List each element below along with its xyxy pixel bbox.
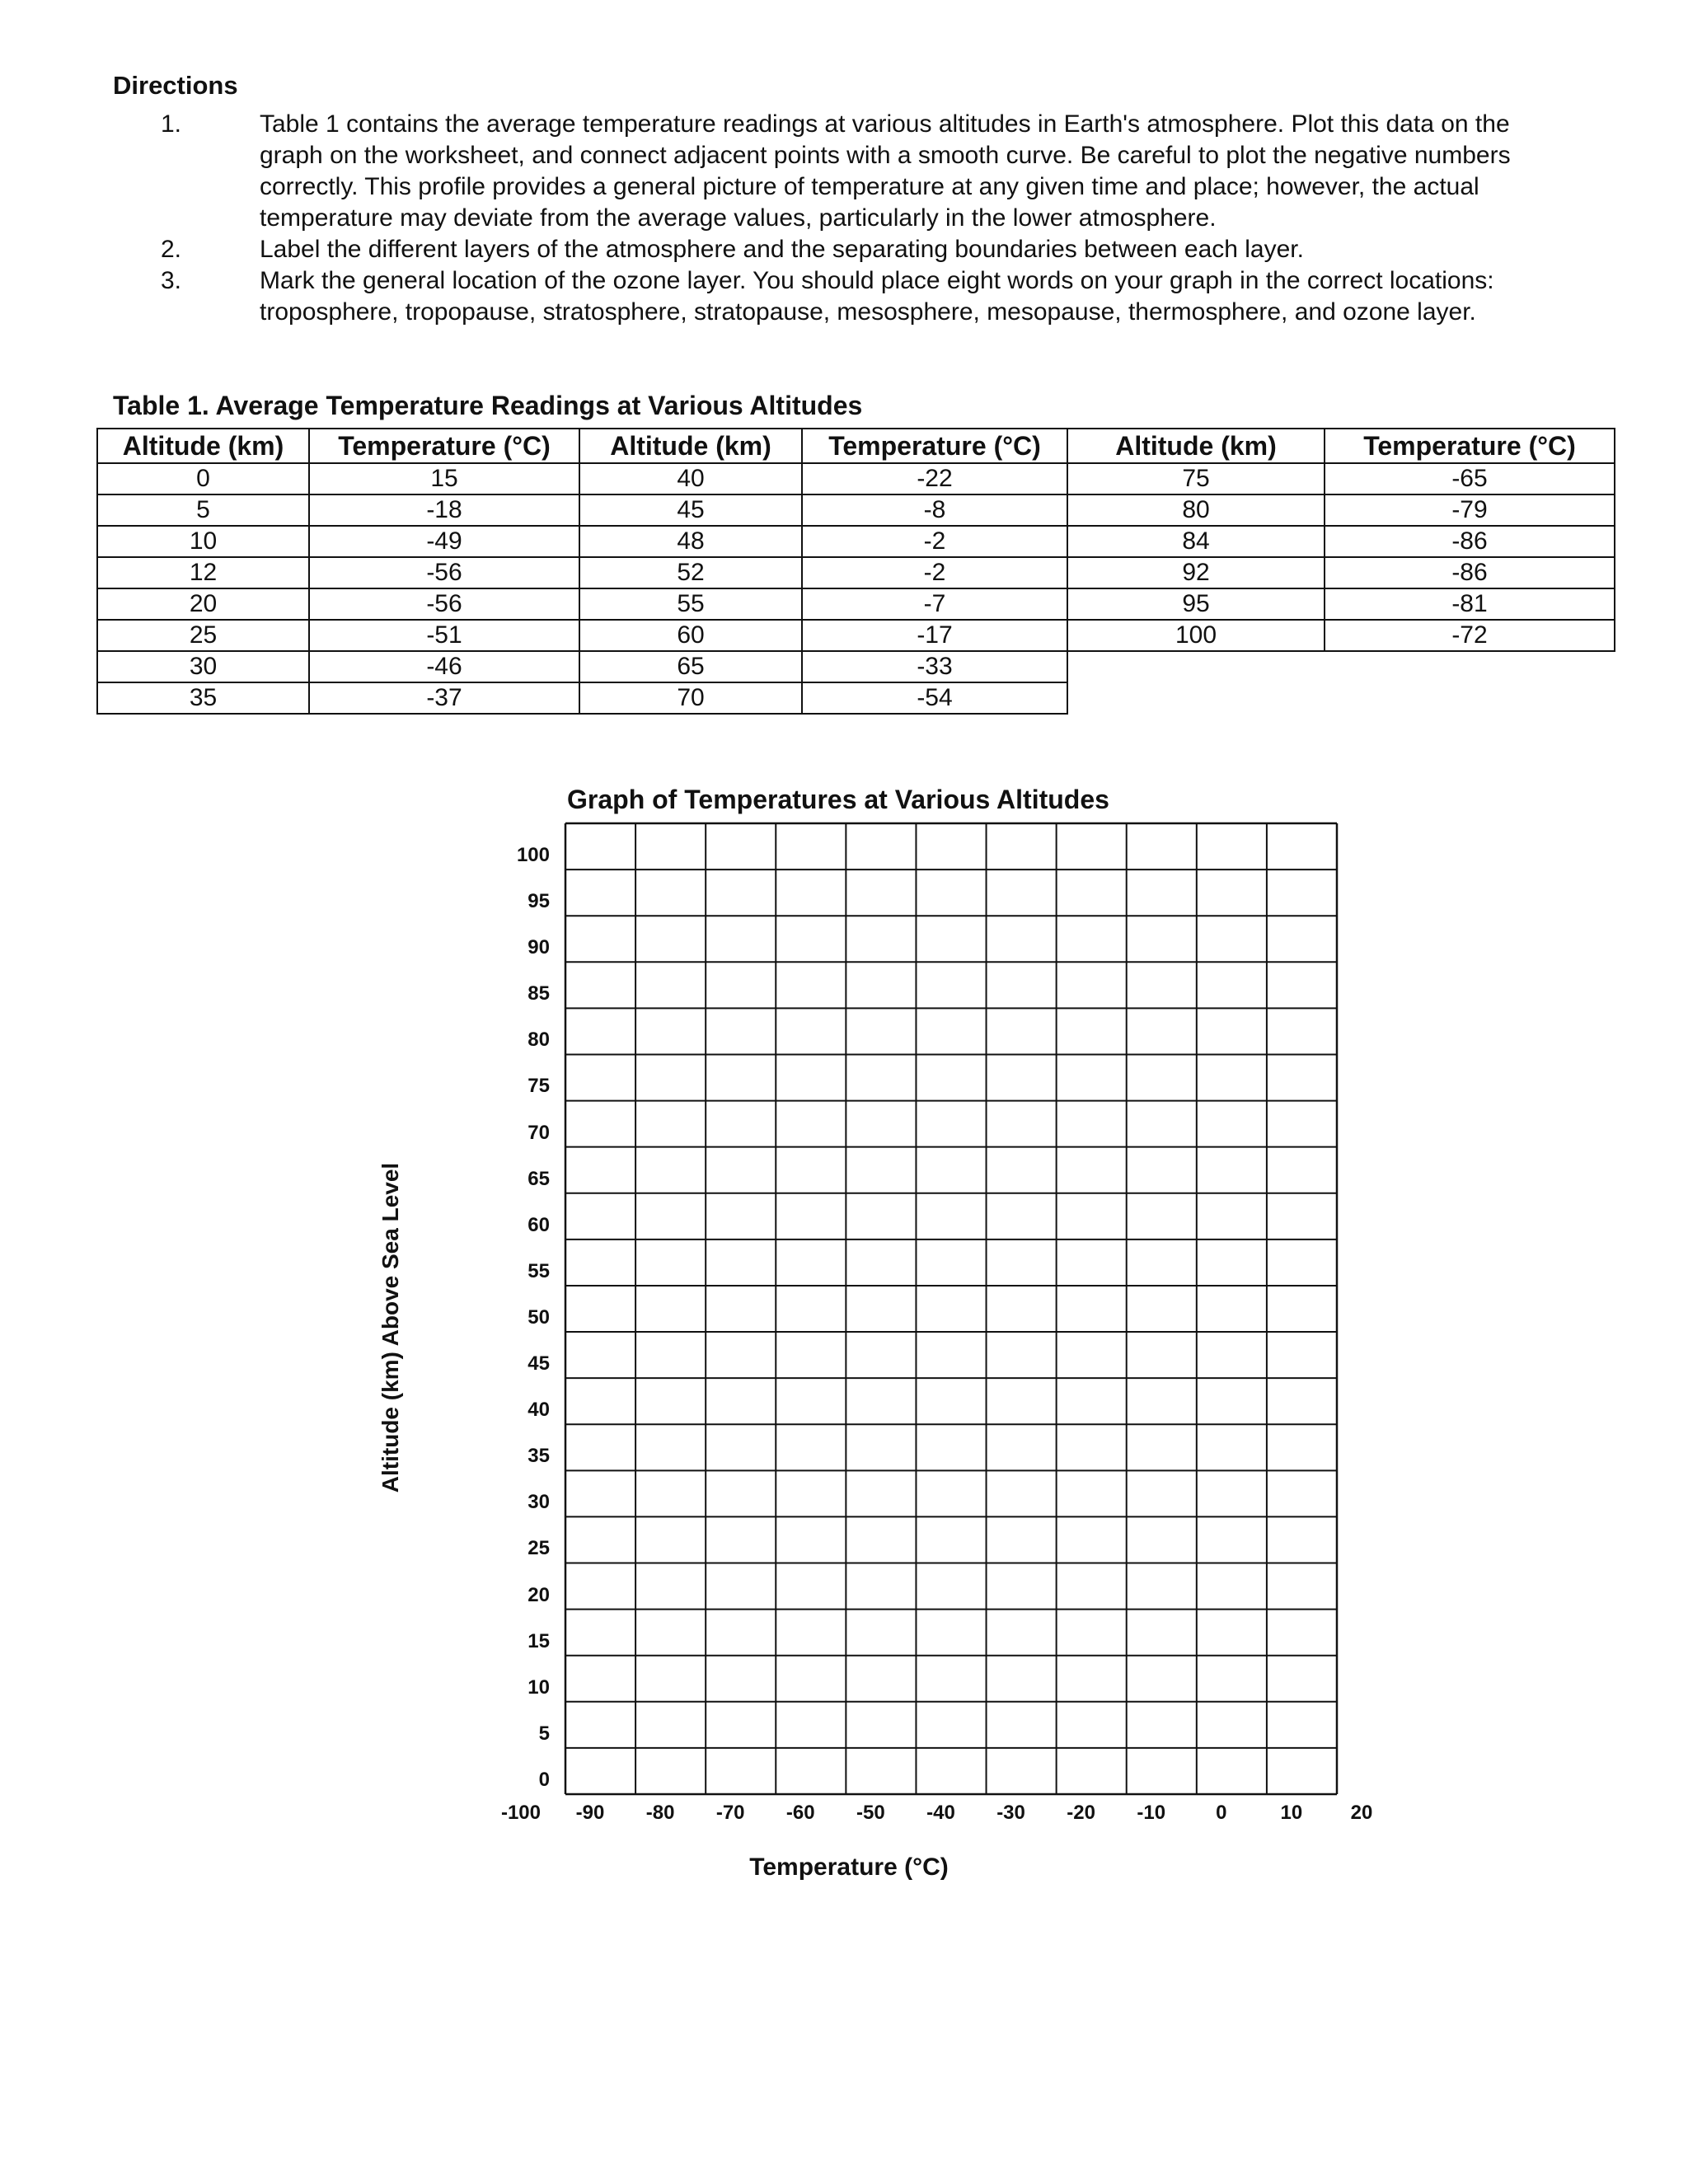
x-tick-label: 20 — [1350, 1802, 1373, 1824]
table-cell: 15 — [309, 463, 579, 494]
y-tick-label: 5 — [538, 1722, 550, 1745]
table-cell: -65 — [1325, 463, 1615, 494]
table-title: Table 1. Average Temperature Readings at Various Altitudes — [113, 391, 863, 420]
table-cell: -46 — [309, 651, 579, 682]
table-cell: 30 — [97, 651, 309, 682]
table-cell: 70 — [579, 682, 802, 714]
direction-number-3: 3. — [161, 267, 182, 294]
table-cell: 52 — [579, 557, 802, 588]
y-tick-label: 35 — [528, 1445, 550, 1468]
header-altitude-3: Altitude (km) — [1067, 429, 1325, 463]
y-tick-label: 10 — [528, 1675, 550, 1699]
direction-3-line-2: troposphere, tropopause, stratosphere, stratopause, mesosphere, mesopause, thermosphere, and ozone layer. — [260, 298, 1476, 326]
y-tick-label: 100 — [516, 844, 550, 866]
table-cell: 75 — [1067, 463, 1325, 494]
x-tick-label: -60 — [785, 1802, 815, 1824]
table-cell: 65 — [579, 651, 802, 682]
x-tick-label: -30 — [996, 1802, 1025, 1824]
table-cell: -51 — [309, 620, 579, 651]
table-cell: -2 — [802, 557, 1067, 588]
table-cell: -2 — [802, 526, 1067, 557]
table-cell: -18 — [309, 494, 579, 526]
x-tick-label: -80 — [645, 1802, 675, 1824]
table-cell: 95 — [1067, 588, 1325, 620]
x-tick-label: -40 — [926, 1802, 955, 1824]
x-tick-label: -10 — [1137, 1802, 1166, 1824]
x-tick-label: -70 — [715, 1802, 745, 1824]
graph-title: Graph of Temperatures at Various Altitudes — [567, 785, 1109, 814]
y-tick-label: 40 — [528, 1399, 550, 1422]
header-altitude-1: Altitude (km) — [97, 429, 309, 463]
direction-number-2: 2. — [161, 236, 182, 263]
y-tick-label: 75 — [528, 1075, 550, 1098]
x-axis-label: Temperature (°C) — [749, 1854, 949, 1881]
table-cell: 92 — [1067, 557, 1325, 588]
y-tick-label: 90 — [528, 936, 550, 959]
table-cell: -81 — [1325, 588, 1615, 620]
table-cell: -7 — [802, 588, 1067, 620]
header-temperature-1: Temperature (°C) — [309, 429, 579, 463]
table-cell: -56 — [309, 557, 579, 588]
table-cell: -72 — [1325, 620, 1615, 651]
table-cell: -56 — [309, 588, 579, 620]
table-cell: 25 — [97, 620, 309, 651]
y-axis-label: Altitude (km) Above Sea Level — [377, 1162, 403, 1493]
direction-1-line-2: graph on the worksheet, and connect adjacent points with a smooth curve. Be careful to plot the negative numbers — [260, 142, 1511, 169]
direction-2-line-1: Label the different layers of the atmosphere and the separating boundaries between each layer. — [260, 236, 1304, 263]
y-tick-label: 85 — [528, 982, 550, 1005]
direction-1-line-3: correctly. This profile provides a general picture of temperature at any given time and place; however, the actual — [260, 173, 1479, 200]
table-cell: 35 — [97, 682, 309, 714]
y-tick-label: 30 — [528, 1491, 550, 1514]
header-temperature-3: Temperature (°C) — [1325, 429, 1615, 463]
x-tick-label: -100 — [500, 1802, 542, 1824]
table-cell: 84 — [1067, 526, 1325, 557]
table-cell: 45 — [579, 494, 802, 526]
header-altitude-2: Altitude (km) — [579, 429, 802, 463]
table-cell: -86 — [1325, 557, 1615, 588]
x-tick-label: 10 — [1280, 1802, 1303, 1824]
y-tick-label: 70 — [528, 1121, 550, 1144]
y-tick-label: 25 — [528, 1537, 550, 1560]
y-tick-label: 20 — [528, 1583, 550, 1606]
table-cell: -37 — [309, 682, 579, 714]
y-tick-label: 0 — [538, 1768, 550, 1791]
table-cell: -22 — [802, 463, 1067, 494]
table-cell: 12 — [97, 557, 309, 588]
table-cell: -79 — [1325, 494, 1615, 526]
header-temperature-2: Temperature (°C) — [802, 429, 1067, 463]
y-tick-label: 15 — [528, 1629, 550, 1652]
table-cell: 20 — [97, 588, 309, 620]
table-cell: -17 — [802, 620, 1067, 651]
table-cell: 100 — [1067, 620, 1325, 651]
table-cell: -33 — [802, 651, 1067, 682]
table-cell: 5 — [97, 494, 309, 526]
x-tick-label: -20 — [1067, 1802, 1095, 1824]
y-tick-label: 95 — [528, 890, 550, 913]
x-tick-label: -90 — [575, 1802, 605, 1824]
direction-1-line-1: Table 1 contains the average temperature readings at various altitudes in Earth's atmosphere. Plot this data on the — [260, 110, 1510, 138]
table-cell: 48 — [579, 526, 802, 557]
y-tick-label: 45 — [528, 1352, 550, 1376]
x-tick-label: 0 — [1216, 1802, 1227, 1824]
direction-1-line-4: temperature may deviate from the average values, particularly in the lower atmosphere. — [260, 204, 1217, 232]
y-tick-label: 55 — [528, 1259, 550, 1282]
direction-number-1: 1. — [161, 110, 182, 138]
table-cell: 60 — [579, 620, 802, 651]
table-cell: -49 — [309, 526, 579, 557]
y-tick-label: 65 — [528, 1167, 550, 1190]
table-cell: 0 — [97, 463, 309, 494]
y-tick-label: 80 — [528, 1029, 550, 1052]
direction-3-line-1: Mark the general location of the ozone layer. You should place eight words on your graph in the correct locations: — [260, 267, 1494, 294]
table-cell: 10 — [97, 526, 309, 557]
table-cell: 55 — [579, 588, 802, 620]
table-cell: -8 — [802, 494, 1067, 526]
table-cell: 40 — [579, 463, 802, 494]
directions-heading: Directions — [113, 71, 238, 100]
y-tick-label: 50 — [528, 1305, 550, 1329]
y-tick-label: 60 — [528, 1213, 550, 1236]
x-tick-label: -50 — [856, 1802, 885, 1824]
table-cell: -86 — [1325, 526, 1615, 557]
table-cell: 80 — [1067, 494, 1325, 526]
table-cell: -54 — [802, 682, 1067, 714]
